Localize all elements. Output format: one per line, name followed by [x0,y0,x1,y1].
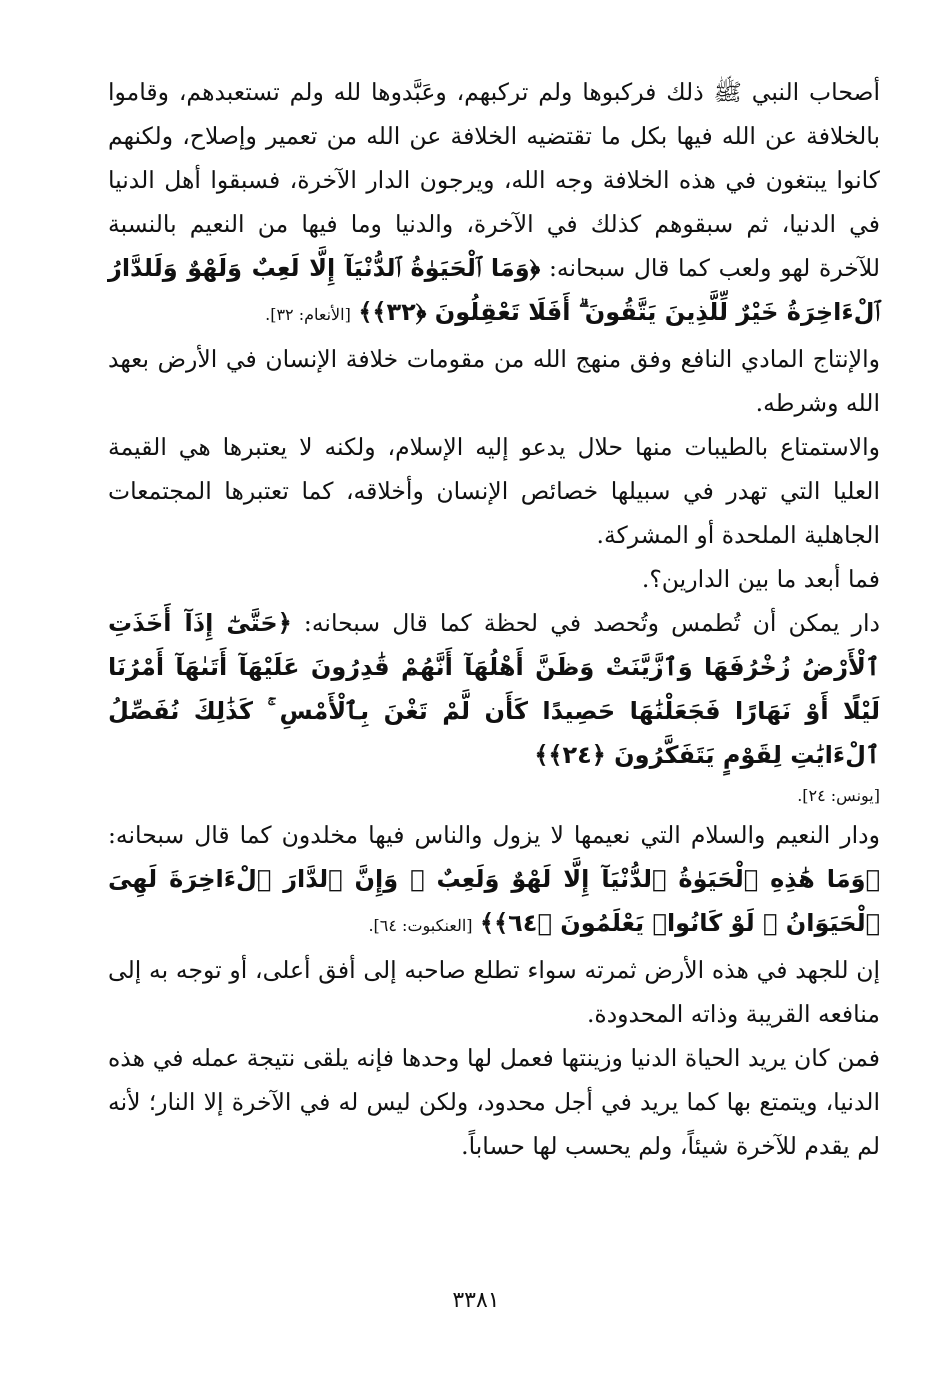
page-number: ٣٣٨١ [452,1288,500,1313]
paragraph-4 [108,557,880,601]
paragraph-3-text: والاستمتاع بالطيبات منها حلال يدعو إليه الإسلام، ولكنه لا يعتبرها هي القيمة العليا التي تهدر في سبيلها خصائص الإنسان وأخلاقه، كما تعتبرها المجتمعات الجاهلية الملحدة أو المشركة. [108,433,880,549]
paragraph-5 [108,601,880,777]
paragraph-4-text: فما أبعد ما بين الدارين؟. [641,565,880,593]
verse-reference-ankabut: [العنكبوت: ٦٤]. [368,916,473,935]
quran-verse-ankabut-64: ﴿وَمَا هَٰذِهِ ٱلْحَيَوٰةُ ٱلدُّنْيَآ إِلَّا لَهْوٌ وَلَعِبٌ ۚ وَإِنَّ ٱلدَّارَ ٱلْءَاخِرَةَ لَهِىَ ٱلْحَيَوَانُ ۚ لَوْ كَانُوا۟ يَعْلَمُونَ ﴿٦٤﴾﴾ [108,865,880,937]
verse-reference-yunus [108,783,880,809]
paragraph-2-text: والإنتاج المادي النافع وفق منهج الله من مقومات خلافة الإنسان في الأرض بعهد الله وشرطه. [108,345,880,417]
paragraph-1 [108,70,880,337]
verse-reference-yunus-text: [يونس: ٢٤]. [797,786,880,805]
verse-reference-anam: [الأنعام: ٣٢]. [265,305,351,324]
paragraph-6 [108,813,880,948]
paragraph-8-text: فمن كان يريد الحياة الدنيا وزينتها فعمل لها وحدها فإنه يلقى نتيجة عمله في هذه الدنيا، ويتمتع بها كما يريد في أجل محدود، ولكن ليس له في الآخرة إلا النار؛ لأنه لم يقدم للآخرة شيئاً، ولم يحسب لها حساباً. [108,1044,880,1160]
paragraph-1-text: أصحاب النبي ﷺ ذلك فركبوها ولم تركبهم، وعَبَّدوها لله ولم تستعبدهم، وقاموا بالخلافة عن الله فيها بكل ما تقتضيه الخلافة عن الله من تعمير وإصلاح، ولكنهم كانوا يبتغون في هذه الخلافة وجه الله، ويرجون الدار الآخرة، فسبقوا أهل الدنيا في الدنيا، ثم سبقوهم كذلك في الآخرة، والدنيا وما فيها من النعيم بالنسبة للآخرة لهو ولعب كما قال سبحانه: [108,78,881,282]
quran-verse-anam-32: ﴿وَمَا ٱلْحَيَوٰةُ ٱلدُّنْيَآ إِلَّا لَعِبٌ وَلَهْوٌ وَلَلدَّارُ ٱلْءَاخِرَةُ خَيْرٌ لِّلَّذِينَ يَتَّقُونَ ۗ أَفَلَا تَعْقِلُونَ ﴿٣٢﴾﴾ [108,254,880,326]
paragraph-7 [108,948,880,1036]
paragraph-8 [108,1036,880,1168]
page-body [108,70,880,1168]
paragraph-5-text: دار يمكن أن تُطمس وتُحصد في لحظة كما قال سبحانه: [291,609,881,637]
paragraph-2 [108,337,880,425]
quran-verse-yunus-24: ﴿حَتَّىٰٓ إِذَآ أَخَذَتِ ٱلْأَرْضُ زُخْرُفَهَا وَٱزَّيَّنَتْ وَظَنَّ أَهْلُهَآ أَنَّهُمْ قَٰدِرُونَ عَلَيْهَآ أَتَىٰهَآ أَمْرُنَا لَيْلًا أَوْ نَهَارًا فَجَعَلْنَٰهَا حَصِيدًا كَأَن لَّمْ تَغْنَ بِٱلْأَمْسِ ۚ كَذَٰلِكَ نُفَصِّلُ ٱلْءَايَٰتِ لِقَوْمٍ يَتَفَكَّرُونَ ﴿٢٤﴾﴾ [108,609,880,769]
paragraph-3 [108,425,880,557]
paragraph-6-text: ودار النعيم والسلام التي نعيمها لا يزول والناس فيها مخلدون كما قال سبحانه: [108,821,880,849]
paragraph-7-text: إن للجهد في هذه الأرض ثمرته سواء تطلع صاحبه إلى أفق أعلى، أو توجه به إلى منافعه القريبة وذاته المحدودة. [108,956,880,1028]
